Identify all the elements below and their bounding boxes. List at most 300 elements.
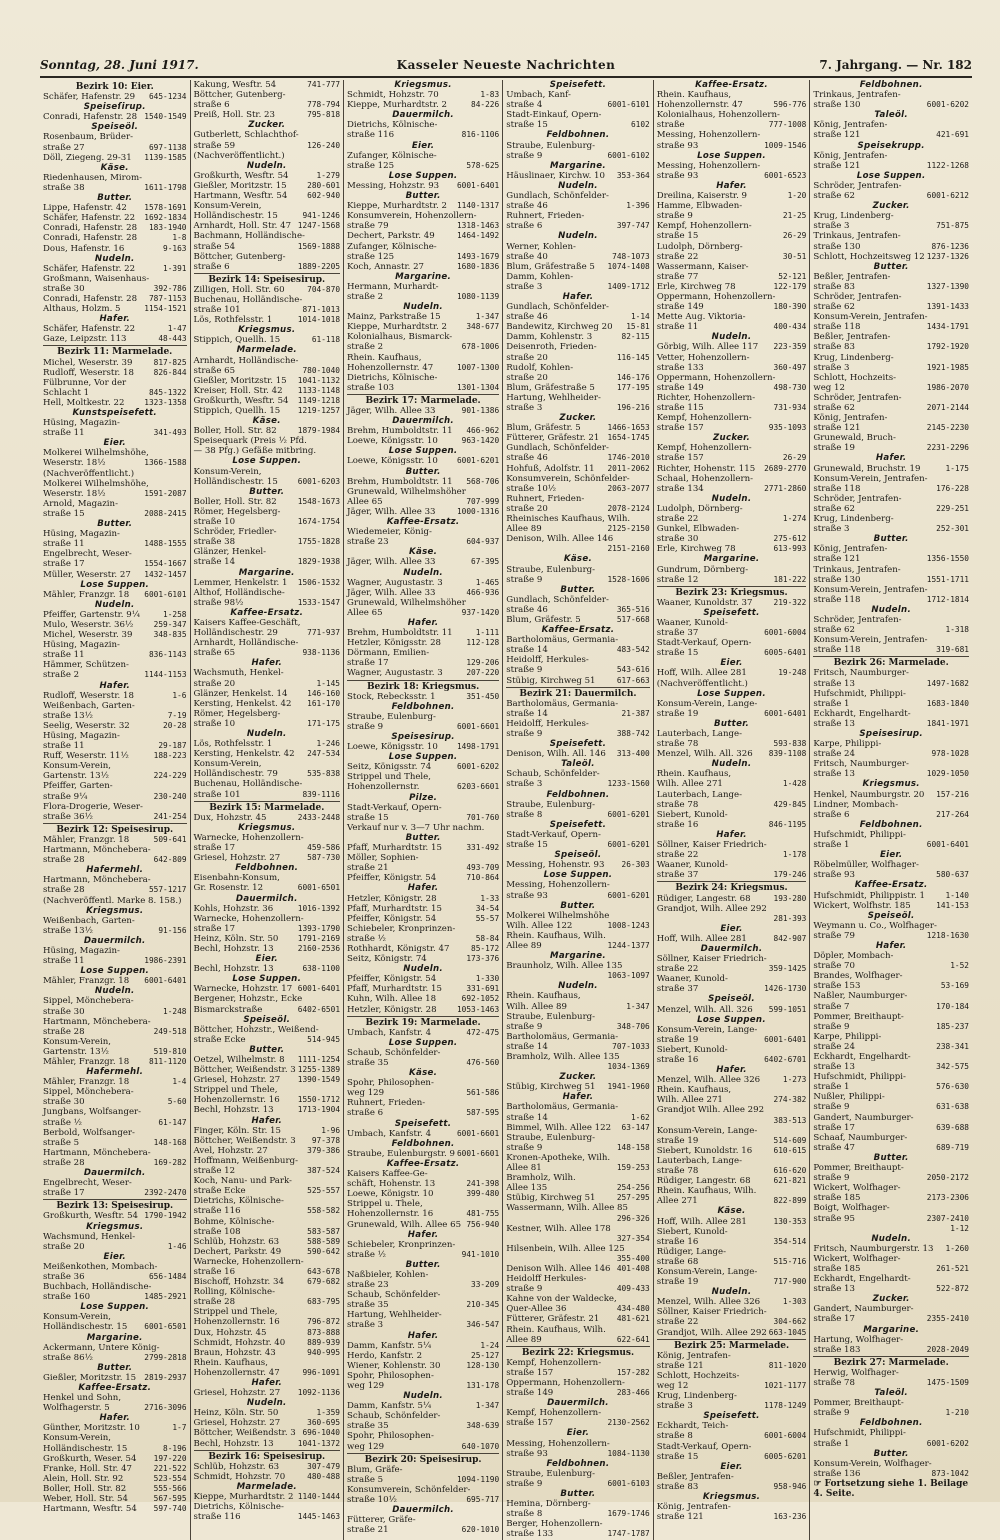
ration-number-range: 817-825 xyxy=(153,357,187,367)
merchant-address: straße 17 xyxy=(813,1314,855,1325)
listing-row xyxy=(506,1102,650,1112)
merchant-address: straße 79 xyxy=(347,221,389,232)
category-heading: Nudeln. xyxy=(558,180,598,191)
merchant-address: straße 98½ xyxy=(193,597,244,608)
ration-number-range xyxy=(185,1017,187,1027)
category-heading: Hafermehl. xyxy=(86,865,144,876)
listing-row xyxy=(506,1325,650,1335)
category-heading: Speisefett. xyxy=(394,1118,452,1129)
ration-number-range: 697-1138 xyxy=(148,142,187,152)
ration-number-range: 129-206 xyxy=(466,658,500,668)
listing-row xyxy=(194,285,341,295)
merchant-address: Arnhardt, Holländische- xyxy=(193,355,299,366)
merchant-address: straße 17 xyxy=(347,658,389,669)
ration-number-range: 261-521 xyxy=(936,1263,969,1273)
listing-row xyxy=(506,891,650,901)
ration-number-range xyxy=(967,1052,969,1062)
listing-row xyxy=(43,610,187,620)
listing-row xyxy=(43,1393,187,1403)
merchant-address: Michel, Weserstr. 39 xyxy=(43,630,133,641)
listing-row xyxy=(506,941,650,951)
merchant-address: Arnhardt, Holländische- xyxy=(193,638,299,649)
listing-row xyxy=(813,1042,969,1052)
listing-row xyxy=(657,1005,807,1015)
ration-number-range: 1133-1148 xyxy=(297,385,341,395)
ration-number-range: 1591-2087 xyxy=(144,488,187,498)
category-heading: Eier. xyxy=(879,850,903,861)
listing-row xyxy=(657,779,807,789)
category-heading: Kaffee-Ersatz. xyxy=(386,1158,460,1169)
ration-number-range: 1466-1653 xyxy=(607,423,650,433)
category-heading: Kaffee-Ersatz. xyxy=(541,625,615,636)
listing-row xyxy=(347,252,499,262)
ration-number-range xyxy=(648,191,650,201)
listing-row xyxy=(43,529,187,539)
merchant-address: Mähler, Franzgr. 18 xyxy=(43,976,130,987)
ration-number-range xyxy=(804,1247,806,1257)
ration-number-range: 351-450 xyxy=(466,691,500,701)
merchant-address: Gartenstr. 13½ xyxy=(43,1046,109,1057)
merchant-address: straße 22 xyxy=(656,964,699,975)
ration-number-range: 6001-6103 xyxy=(607,1478,650,1488)
listing-row xyxy=(506,1418,650,1428)
listing-row xyxy=(347,1351,499,1361)
ration-number-range xyxy=(967,689,969,699)
category-heading: Speisefett. xyxy=(703,607,760,618)
listing-row xyxy=(43,835,187,845)
merchant-address: straße 9 xyxy=(813,1021,850,1032)
merchant-address: Trinkaus, Jentrafen- xyxy=(813,90,901,101)
listing-row xyxy=(657,1502,807,1512)
listing-row xyxy=(506,1449,650,1459)
category-heading: Kriegsmus. xyxy=(238,822,296,833)
merchant-address: straße 133 xyxy=(506,1529,554,1540)
ration-number-range: 19-248 xyxy=(778,668,807,678)
listing-row xyxy=(347,1495,499,1505)
listing-row xyxy=(347,1411,499,1421)
listing-row xyxy=(657,201,807,211)
merchant-address: König, Jentrafen- xyxy=(656,1350,731,1361)
merchant-address: Konsumverein, Schönfelder- xyxy=(347,1484,471,1495)
ration-number-range xyxy=(804,504,806,514)
listing-row xyxy=(43,398,187,408)
ration-number-range: 2355-2410 xyxy=(926,1314,969,1324)
listing-row xyxy=(506,1284,650,1294)
ration-number-range xyxy=(185,378,187,388)
category-heading: Eier. xyxy=(720,923,743,934)
listing-row xyxy=(506,1388,650,1398)
ration-number-range xyxy=(967,494,969,504)
newspaper-title: Kasseler Neueste Nachrichten xyxy=(396,58,616,72)
merchant-address: Henkel und Sohn, xyxy=(43,1393,122,1404)
ration-number-range xyxy=(967,393,969,403)
listing-row xyxy=(43,153,187,163)
ration-number-range: 1-4 xyxy=(172,1077,187,1087)
listing-row xyxy=(506,322,650,332)
category-heading: Dauermilch. xyxy=(547,1398,609,1409)
listing-row xyxy=(657,904,807,914)
ration-number-range: 63-147 xyxy=(621,1122,650,1132)
ration-number-range xyxy=(967,635,969,645)
merchant-address: Konsum-Verein, xyxy=(43,761,111,772)
ration-number-range: 421-691 xyxy=(936,130,969,140)
merchant-address: Dietrichs, Kölnische- xyxy=(193,1196,284,1207)
listing-row xyxy=(194,295,341,305)
listing-row xyxy=(194,557,341,567)
category-heading: Hafer. xyxy=(562,1092,594,1103)
ration-number-range: 6001-6401 xyxy=(926,840,969,850)
listing-row xyxy=(506,403,650,413)
listing-row xyxy=(657,1421,807,1431)
ration-number-range: 656-1484 xyxy=(148,1271,187,1281)
ration-number-range: 241-398 xyxy=(466,1179,500,1189)
ration-number-range: 52-121 xyxy=(778,271,807,281)
ration-number-range xyxy=(804,413,806,423)
merchant-address: Umbach, Kanf- xyxy=(506,90,571,101)
merchant-address: Schmidt, Hohzstr. 70 xyxy=(193,1471,286,1482)
merchant-address: Kieppe, Murhardtstr. 2 xyxy=(193,1492,294,1503)
listing-row xyxy=(194,1065,341,1075)
listing-row xyxy=(43,1484,187,1494)
listing-row xyxy=(43,1107,187,1117)
merchant-address: Denison, Wilh. All. 146 xyxy=(506,749,606,760)
merchant-address: straße 9 xyxy=(656,211,693,222)
ration-number-range xyxy=(497,373,499,383)
listing-row xyxy=(813,1469,969,1479)
listing-row xyxy=(657,870,807,880)
ration-number-range: 6001-6401 xyxy=(456,180,500,190)
listing-row xyxy=(657,524,807,534)
merchant-address: Rüdiger, Langestr. 68 xyxy=(656,1176,751,1187)
merchant-address: Hüsing, Magazin- xyxy=(43,945,120,956)
ration-number-range: 1074-1408 xyxy=(607,261,650,271)
merchant-address: Wilh. Allee 271 xyxy=(656,779,723,790)
merchant-address: Ludolph, Dörnberg- xyxy=(656,503,743,514)
ration-number-range xyxy=(338,588,340,598)
listing-row xyxy=(813,231,969,241)
listing-row xyxy=(506,110,650,120)
merchant-address: Lös, Rothfelsstr. 1 xyxy=(193,739,273,750)
ration-number-range xyxy=(967,1335,969,1345)
district-heading: Bezirk 13: Speisesirup. xyxy=(43,1199,187,1211)
ration-number-range xyxy=(804,904,806,914)
ration-number-range: 193-280 xyxy=(773,893,807,903)
listing-row xyxy=(657,1391,807,1401)
listing-row xyxy=(813,221,969,231)
listing-row xyxy=(43,1118,187,1128)
merchant-address: straße 9 xyxy=(813,1408,850,1419)
merchant-address: straße 30 xyxy=(656,534,699,545)
ration-number-range: 1493-1679 xyxy=(456,251,500,261)
listing-row xyxy=(43,711,187,721)
listing-row xyxy=(813,120,969,130)
ration-number-range: 1356-1550 xyxy=(926,554,969,564)
listing-row xyxy=(194,759,341,769)
merchant-address: Kuhn, Wilh. Allee 18 xyxy=(347,994,437,1005)
ration-number-range: 1144-1153 xyxy=(144,670,187,680)
merchant-address: Müller, Weserstr. 27 xyxy=(43,569,131,580)
listing-row xyxy=(813,393,969,403)
ration-number-range xyxy=(497,853,499,863)
ration-number-range: 941-1010 xyxy=(461,1249,500,1259)
ration-number-range: 163-236 xyxy=(773,1512,807,1522)
listing-row xyxy=(506,1113,650,1123)
merchant-address: straße 185 xyxy=(813,1193,861,1204)
merchant-address: straße 38 xyxy=(43,182,85,193)
ration-number-range xyxy=(967,1459,969,1469)
listing-row xyxy=(506,120,650,130)
ration-number-range xyxy=(648,211,650,221)
district-heading: Bezirk 18: Kriegsmus. xyxy=(347,680,499,692)
merchant-address: straße 40 xyxy=(506,251,548,262)
merchant-address: Stadt-Verkauf, Opern- xyxy=(347,802,442,813)
continuation-note: ☞ Fortsetzung siehe 1. Beilage 4. Seite. xyxy=(813,1478,969,1500)
ration-number-range: 304-662 xyxy=(773,1317,807,1327)
listing-row xyxy=(506,1022,650,1032)
ration-number-range xyxy=(967,1133,969,1143)
merchant-address: Schmidt, Hohzstr. 70 xyxy=(347,90,439,101)
merchant-address: straße 28 xyxy=(43,1157,85,1168)
ration-number-range: 1746-2010 xyxy=(607,453,650,463)
merchant-address: Fütterer, Gräfe- xyxy=(347,1515,416,1526)
category-heading: Nudeln. xyxy=(246,160,287,171)
listing-row xyxy=(194,305,341,315)
merchant-address: Ruff, Weserstr. 11½ xyxy=(43,751,129,762)
merchant-address: Schlott, Hochzeitsweg 12 xyxy=(813,251,925,262)
listing-row xyxy=(506,1335,650,1345)
merchant-address: Wilh. Allee 122 xyxy=(506,920,573,931)
ration-number-range xyxy=(648,1469,650,1479)
ration-number-range: 480-488 xyxy=(307,1471,341,1481)
category-heading: Speisekrupp. xyxy=(857,140,925,151)
listing-row xyxy=(813,544,969,554)
merchant-address: straße 3 xyxy=(347,1320,384,1331)
ration-number-range: 587-730 xyxy=(307,853,341,863)
listing-row xyxy=(813,252,969,262)
ration-number-range xyxy=(497,151,499,161)
merchant-address: Blum, Gräfestr. 5 xyxy=(506,614,581,625)
ration-number-range: 1551-1711 xyxy=(926,574,969,584)
listing-row xyxy=(194,769,341,779)
ration-number-range: 348-835 xyxy=(153,630,187,640)
merchant-address: Wiedemeier, König- xyxy=(347,527,432,538)
merchant-address: Spohr, Philosophen- xyxy=(347,1078,434,1089)
listing-row xyxy=(43,792,187,802)
listing-row xyxy=(506,191,650,201)
ration-number-range: 348-706 xyxy=(616,1021,650,1031)
listing-row xyxy=(43,233,187,243)
listing-row xyxy=(657,1361,807,1371)
ration-number-range: 1879-1984 xyxy=(297,426,341,436)
listing-row xyxy=(43,1343,187,1353)
ration-number-range xyxy=(338,151,340,161)
listing-row xyxy=(506,615,650,625)
listing-row xyxy=(657,914,807,924)
merchant-address: Konsum-Verein, Jentrafen- xyxy=(813,584,928,595)
merchant-address: Oppermann, Hohenzollern- xyxy=(506,1378,625,1388)
ration-number-range: 522-872 xyxy=(936,1284,969,1294)
listing-row xyxy=(194,467,341,477)
merchant-address: Jäger, Wilh. Allee 33 xyxy=(347,406,436,416)
merchant-address: Pfeiffer, Königstr. 54 xyxy=(347,873,437,884)
merchant-address: Wilh. Allee 89 xyxy=(506,1001,567,1012)
merchant-address: straße 116 xyxy=(193,1206,241,1217)
ration-number-range: 1318-1463 xyxy=(456,221,500,231)
listing-row xyxy=(43,845,187,855)
ration-number-range: 2145-2230 xyxy=(926,423,969,433)
merchant-address: straße 10 xyxy=(193,517,236,528)
merchant-address: Berger, Hohenzollern- xyxy=(506,1519,603,1530)
listing-row xyxy=(43,1474,187,1484)
merchant-address: straße 149 xyxy=(506,1388,554,1399)
merchant-address: Großkurth, Wesftr. 54 xyxy=(193,170,289,181)
listing-row xyxy=(506,749,650,759)
ration-number-range xyxy=(185,1343,187,1353)
merchant-address: Schlüb, Hohzstr. 63 xyxy=(193,1236,280,1247)
ration-number-range xyxy=(338,994,340,1004)
ration-number-range: 1829-1938 xyxy=(297,557,341,567)
merchant-address: Damm, Kanfstr. 5¼ xyxy=(347,1401,432,1412)
listing-row xyxy=(657,504,807,514)
ration-number-range xyxy=(967,1203,969,1213)
listing-row xyxy=(43,1454,187,1464)
ration-number-range: 617-663 xyxy=(616,675,650,685)
merchant-address: Weißenbach, Garten- xyxy=(43,700,135,711)
listing-row xyxy=(347,477,499,487)
category-heading: Zucker. xyxy=(248,120,286,131)
ration-number-range xyxy=(804,618,806,628)
merchant-address: Dechert, Parkstr. 49 xyxy=(193,1246,282,1257)
ration-number-range xyxy=(185,1148,187,1158)
ration-number-range xyxy=(338,914,340,924)
merchant-address: straße 83 xyxy=(656,1481,699,1492)
merchant-address: Waaner, Kunold- xyxy=(656,617,728,628)
ration-number-range xyxy=(185,1087,187,1097)
merchant-address: Trinkaus, Jentrafen- xyxy=(813,231,901,242)
merchant-address: Blum, Gräfestr. 5 xyxy=(506,423,581,434)
listing-row xyxy=(813,524,969,534)
ration-number-range: 1540-1549 xyxy=(144,112,187,122)
listing-row xyxy=(813,739,969,749)
listing-row xyxy=(506,1509,650,1519)
ration-number-range: 1021-1177 xyxy=(764,1381,807,1390)
ration-number-range xyxy=(185,1128,187,1138)
listing-row xyxy=(43,1037,187,1047)
listing-row xyxy=(43,812,187,822)
listing-row xyxy=(194,1146,341,1156)
merchant-address: Heidolff Herkules- xyxy=(506,1274,587,1285)
listing-row xyxy=(43,378,187,388)
merchant-address: Ruhnert, Frieden- xyxy=(347,1098,426,1109)
ration-number-range xyxy=(185,549,187,559)
ration-number-range xyxy=(497,1310,499,1320)
merchant-address: Loewe, Königsstr. 10 xyxy=(347,456,438,467)
listing-row xyxy=(347,342,499,352)
listing-row xyxy=(657,1045,807,1055)
ration-number-range xyxy=(804,443,806,453)
category-heading: Butter. xyxy=(249,1044,285,1055)
merchant-address: Gaze, Leipzstr. 113 xyxy=(43,334,127,345)
ration-number-range xyxy=(497,353,499,363)
listing-row xyxy=(194,689,341,699)
merchant-address: Hoff, Wilh. Allee 281 xyxy=(656,668,747,679)
listing-row xyxy=(657,894,807,904)
listing-row xyxy=(657,403,807,413)
merchant-address: straße 13 xyxy=(813,678,855,689)
ration-number-range: 701-760 xyxy=(466,812,500,822)
merchant-address: Jungbans, Wolfsanger- xyxy=(43,1107,142,1118)
listing-row xyxy=(813,769,969,779)
ration-number-range: 6001-6101 xyxy=(144,589,187,599)
listing-row xyxy=(657,423,807,433)
listing-row xyxy=(347,151,499,161)
ration-number-range: 1327-1390 xyxy=(926,281,969,291)
ration-number-range: 1139-1585 xyxy=(144,152,187,162)
listing-row xyxy=(194,1418,341,1428)
listing-row xyxy=(194,181,341,191)
ration-number-range xyxy=(648,769,650,779)
merchant-address: König, Jentrafen- xyxy=(813,120,888,131)
ration-number-range xyxy=(804,1156,806,1166)
ration-number-range: 280-601 xyxy=(307,180,341,190)
ration-number-range xyxy=(804,810,806,820)
listing-row xyxy=(657,668,807,678)
ration-number-range: 346-547 xyxy=(466,1320,500,1330)
ration-number-range xyxy=(185,1433,187,1443)
merchant-address: Bischoff, Hohzstr. 34 xyxy=(193,1277,284,1288)
ration-number-range xyxy=(967,474,969,484)
merchant-address: Strippel und Thele, xyxy=(347,772,432,783)
ration-number-range: 578-625 xyxy=(466,160,500,170)
merchant-address: straße 22 xyxy=(656,251,699,262)
listing-row xyxy=(43,1138,187,1148)
merchant-address: Wickert, Wolfhstr. 185 xyxy=(813,900,911,911)
listing-row xyxy=(506,709,650,719)
ration-number-range: 360-497 xyxy=(773,362,807,372)
merchant-address: Finger, Köln. Str. 15 xyxy=(193,1125,281,1136)
listing-row xyxy=(43,650,187,660)
ration-number-range xyxy=(804,1472,806,1482)
listing-row xyxy=(506,534,650,544)
merchant-address: Allee 89 xyxy=(506,524,542,535)
ration-number-range xyxy=(804,1085,806,1095)
ration-number-range: 171-175 xyxy=(307,718,341,728)
ration-number-range xyxy=(804,954,806,964)
listing-row xyxy=(194,1105,341,1115)
ration-number-range: 6001-6501 xyxy=(144,1322,187,1332)
listing-row xyxy=(43,946,187,956)
ration-number-range xyxy=(648,363,650,373)
ration-number-range xyxy=(185,660,187,670)
ration-number-range xyxy=(648,635,650,645)
listing-row xyxy=(657,1267,807,1277)
ration-number-range xyxy=(185,731,187,741)
merchant-address: Grunewald, Bruchstr. 19 xyxy=(813,463,921,474)
listing-row xyxy=(194,1502,341,1512)
ration-number-range: 1986-2391 xyxy=(144,956,187,966)
merchant-address: Seelig, Weserstr. 32 xyxy=(43,720,130,731)
category-heading: Margarine. xyxy=(395,271,452,282)
listing-row xyxy=(506,1203,650,1213)
merchant-address: Konsum-Verein, xyxy=(193,759,262,770)
listing-row xyxy=(194,1206,341,1216)
merchant-address: Rüdiger, Langestr. 68 xyxy=(656,893,751,904)
ration-number-range xyxy=(967,292,969,302)
listing-row xyxy=(506,931,650,941)
listing-row xyxy=(657,534,807,544)
ration-number-range: 181-222 xyxy=(773,574,807,584)
ration-number-range: 1-347 xyxy=(626,1001,650,1011)
